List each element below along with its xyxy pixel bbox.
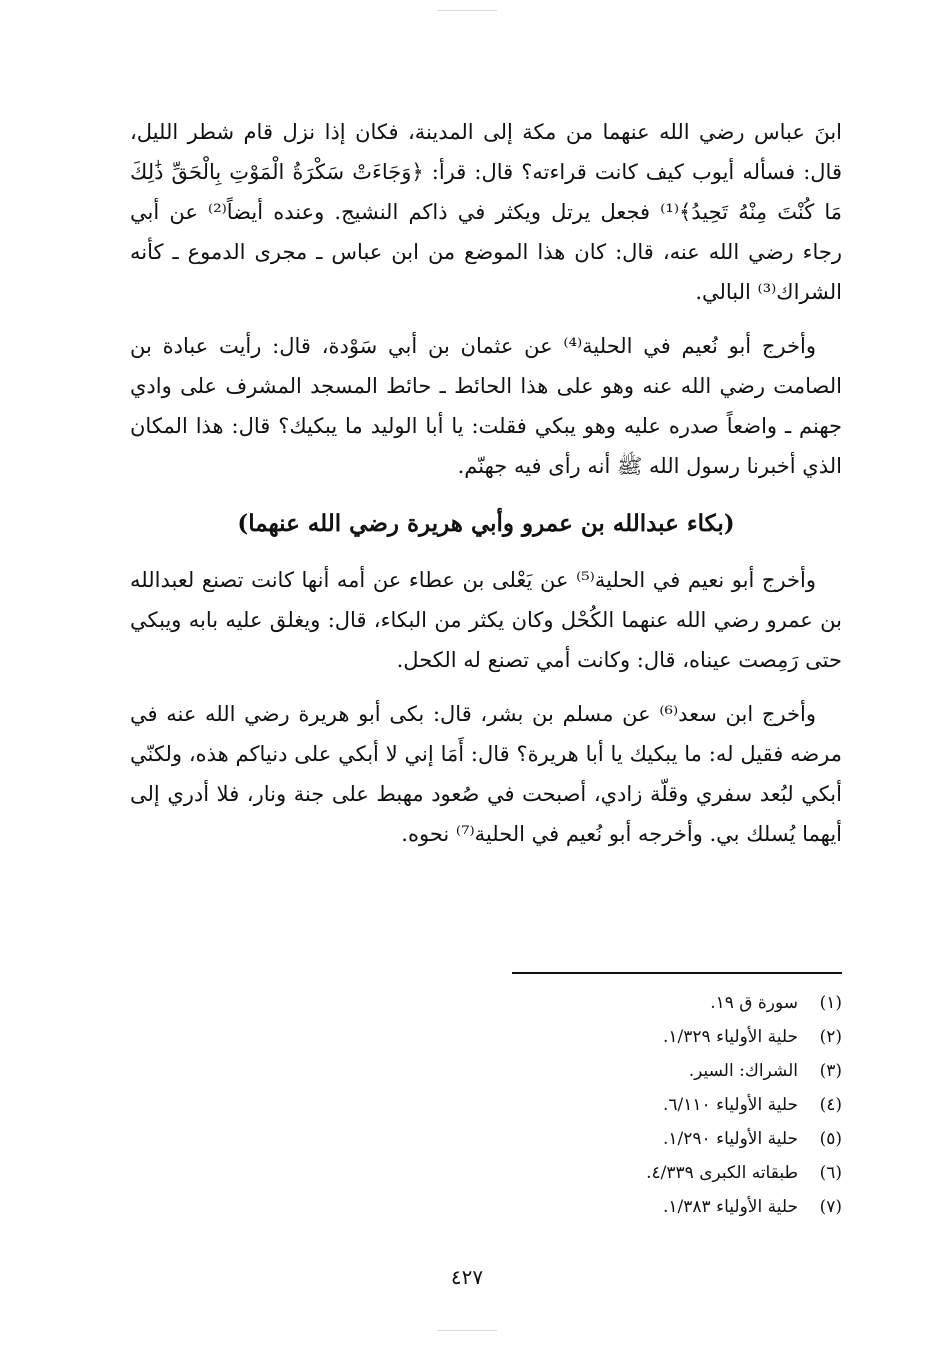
footnote-1 <box>400 986 842 1020</box>
footnote-number: (٥) <box>819 1129 842 1149</box>
footnote-7 <box>400 1190 842 1224</box>
footnote-text: طبقاته الكبرى ٤/٣٣٩. <box>646 1163 798 1183</box>
paragraph-abdullah-bin-amr: وأخرج أبو نعيم في الحلية⁽⁵⁾ عن يَعْلى بن عطاء عن أمه أنها كانت تصنع لعبدالله بن عمرو رضي الله عنهما الكُحْل وكان يكثر من البكاء، قال: ويغلق عليه بابه ويبكي حتى رَمِصت عيناه، قال: وكانت أمي تصنع له الكحل. <box>130 568 842 672</box>
page-number: ٤٢٧ <box>450 1265 484 1289</box>
footnote-number: (٤) <box>819 1095 842 1115</box>
footnote-separator <box>512 972 842 974</box>
footnote-number: (١) <box>819 993 842 1013</box>
section-heading: (بكاء عبدالله بن عمرو وأبي هريرة رضي الله عنهما) <box>237 510 735 537</box>
footnotes <box>400 986 842 1224</box>
footnote-6 <box>400 1156 842 1190</box>
footnote-5 <box>400 1122 842 1156</box>
footnote-text: حلية الأولياء ١/٣٨٣. <box>663 1197 798 1217</box>
footnote-number: (٢) <box>819 1027 842 1047</box>
footnote-text: حلية الأولياء ١/٢٩٠. <box>663 1129 798 1149</box>
footnote-text: حلية الأولياء ٦/١١٠. <box>663 1095 798 1115</box>
main-text <box>130 112 842 868</box>
footnote-text: حلية الأولياء ١/٣٢٩. <box>663 1027 798 1047</box>
scan-mark-bottom <box>437 1330 497 1331</box>
footnote-text: الشراك: السير. <box>688 1061 798 1081</box>
footnote-number: (٦) <box>819 1163 842 1183</box>
footnote-number: (٣) <box>819 1061 842 1081</box>
footnote-text: سورة ق ١٩. <box>710 993 798 1013</box>
footnote-2 <box>400 1020 842 1054</box>
paragraph-ibn-abbas: ابنَ عباس رضي الله عنهما من مكة إلى المدينة، فكان إذا نزل قام شطر الليل، قال: فسأله أيوب كيف كانت قراءته؟ قال: قرأ: ﴿وَجَاءَتْ سَكْرَةُ الْمَوْتِ بِالْحَقِّ ذَٰلِكَ مَا كُنْتَ مِنْهُ تَحِيدُ﴾⁽¹⁾ فجعل يرتل ويكثر في ذاكم النشيج. وعنده أيضاً⁽²⁾ عن أبي رجاء رضي الله عنه، قال: كان هذا الموضع من ابن عباس ـ مجرى الدموع ـ كأنه الشراك⁽³⁾ البالي. <box>130 120 842 304</box>
footnote-4 <box>400 1088 842 1122</box>
paragraph-abu-hurayra: وأخرج ابن سعد⁽⁶⁾ عن مسلم بن بشر، قال: بكى أبو هريرة رضي الله عنه في مرضه فقيل له: ما يبكيك يا أبا هريرة؟ قال: أَمَا إني لا أبكي على دنياكم هذه، ولكنّي أبكي لبُعد سفري وقلّة زادي، أصبحت في صُعود مهبط على جنة ونار، فلا أدري إلى أيهما يُسلك بي. وأخرجه أبو نُعيم في الحلية⁽⁷⁾ نحوه. <box>130 702 842 846</box>
scan-mark-top <box>437 10 497 11</box>
paragraph-ubada: وأخرج أبو نُعيم في الحلية⁽⁴⁾ عن عثمان بن أبي سَوْدة، قال: رأيت عبادة بن الصامت رضي الله عنه وهو على هذا الحائط ـ حائط المسجد المشرف على وادي جهنم ـ واضعاً صدره عليه وهو يبكي فقلت: يا أبا الوليد ما يبكيك؟ قال: هذا المكان الذي أخبرنا رسول الله ﷺ أنه رأى فيه جهنّم. <box>130 334 842 478</box>
footnote-3 <box>400 1054 842 1088</box>
footnote-number: (٧) <box>819 1197 842 1217</box>
